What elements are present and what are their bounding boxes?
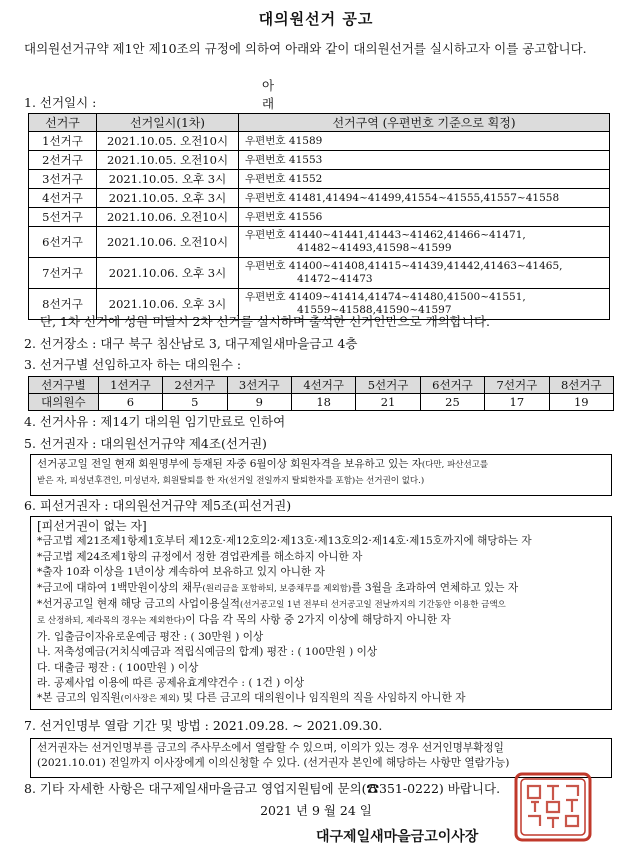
table-header-row	[29, 114, 610, 132]
datetime-cell: 2021.10.06. 오후 3시	[97, 289, 239, 320]
election-schedule-table	[28, 113, 610, 320]
area-cell	[239, 227, 610, 258]
district-cell: 3선거구	[29, 170, 97, 189]
district-header: 6선거구	[420, 377, 484, 394]
area-line: 우편번호 41400~41408,41415~41439,41442,41463~41465,	[245, 260, 563, 272]
eligibility-line	[37, 473, 605, 489]
ineligibility-line: *금고법 제21조제1항제1호부터 제12호·제12호의2·제13호·제13호의2·제14호·제15호까지에 해당하는 자	[37, 535, 532, 548]
area-line: 41472~41473	[297, 273, 373, 285]
column-header: 선거일시(1차)	[97, 114, 239, 132]
ineligibility-text: 및 다른 금고의 대의원이나 임직원의 직을 사임하지 아니한 자	[179, 692, 466, 705]
area-cell: 우편번호 41553	[239, 151, 610, 170]
count-cell: 17	[485, 394, 549, 411]
district-header: 8선거구	[549, 377, 613, 394]
column-header: 선거구역 (우편번호 기준으로 획정)	[239, 114, 610, 132]
eligibility-note: (선거일 전일까지 탈퇴한자를 포함)	[225, 476, 356, 486]
area-line: 41482~41493,41598~41599	[297, 242, 452, 254]
ineligibility-line	[37, 581, 605, 597]
column-header: 선거구	[29, 114, 97, 132]
datetime-cell: 2021.10.05. 오후 3시	[97, 189, 239, 208]
district-cell: 4선거구	[29, 189, 97, 208]
area-cell: 우편번호 41556	[239, 208, 610, 227]
ineligibility-text: 를 3월을 초과하여 연체하고 있는 자	[351, 581, 519, 594]
area-cell: 우편번호 41552	[239, 170, 610, 189]
count-cell: 18	[291, 394, 355, 411]
datetime-cell: 2021.10.05. 오전10시	[97, 151, 239, 170]
section-3-heading: 3. 선거구별 선임하고자 하는 대의원수 :	[24, 357, 242, 372]
ineligibility-line: *출자 10좌 이상을 1년이상 계속하여 보유하고 있지 아니한 자	[37, 566, 325, 579]
district-header: 4선거구	[291, 377, 355, 394]
issuer-name: 대구제일새마을금고이사장	[316, 829, 479, 845]
ineligibility-line: 나. 저축성예금(거치식예금과 적립식예금의 합계) 평잔 : ( 100만원 ) 이상	[37, 646, 378, 659]
district-header: 1선거구	[98, 377, 162, 394]
table-row	[29, 394, 614, 411]
count-cell: 21	[356, 394, 420, 411]
row-label: 대의원수	[29, 394, 99, 411]
district-cell: 5선거구	[29, 208, 97, 227]
ineligibility-note: (선거공고일 1년 전부터 선거공고일 전날까지의 기간동안 이용한 금액으	[239, 600, 506, 611]
district-header: 2선거구	[163, 377, 227, 394]
eligibility-text: 선거공고일 전일 현재 회원명부에 등재된 자중 6월이상 회원자격을 보유하고 있는 자	[37, 458, 422, 470]
district-header: 7선거구	[485, 377, 549, 394]
district-cell: 1선거구	[29, 132, 97, 151]
table-row	[29, 227, 610, 258]
eligibility-note: 는 선거권이 없다.)	[355, 476, 425, 486]
ineligibility-text: *선거공고일 현재 해당 금고의 사업이용실적	[37, 598, 240, 611]
eligibility-note: 받은 자, 피성년후견인, 미성년자, 회원탈퇴를 한 자	[37, 476, 226, 486]
district-cell: 8선거구	[29, 289, 97, 320]
ineligibility-text: *본 금고의 임직원	[37, 692, 121, 705]
count-cell: 25	[420, 394, 484, 411]
delegate-count-table	[28, 376, 614, 411]
roster-line: 선거권자는 선거인명부를 금고의 주사무소에서 열람할 수 있으며, 이의가 있는 경우 선거인명부확정일	[37, 742, 504, 754]
ineligibility-note: (이사장은 제외)	[120, 694, 180, 705]
table-row	[29, 132, 610, 151]
ineligibility-line	[37, 691, 605, 707]
datetime-cell: 2021.10.06. 오전10시	[97, 208, 239, 227]
datetime-cell: 2021.10.05. 오후 3시	[97, 170, 239, 189]
section-6-heading: 6. 피선거권자 : 대의원선거규약 제5조(피선거권)	[24, 498, 292, 513]
district-header: 5선거구	[356, 377, 420, 394]
ineligibility-line: 라. 공제사업 이용에 따른 공제유효계약건수 : ( 1건 ) 이상	[37, 677, 305, 690]
area-cell	[239, 258, 610, 289]
area-line: 41559~41588,41590~41597	[297, 304, 452, 316]
table-header-row	[29, 377, 614, 394]
intro-text: 대의원선거규약 제1안 제10조의 규정에 의하여 아래와 같이 대의원선거를 실시하고자 이를 공고합니다.	[24, 41, 587, 56]
page-title: 대의원선거 공고	[258, 10, 374, 28]
datetime-cell: 2021.10.06. 오후 3시	[97, 258, 239, 289]
section-1-note: 단, 1차 선거에 성원 미달시 2차 선거를 실시하며 출석한 선거인만으로 개의합니다.	[40, 314, 490, 329]
eligibility-line	[37, 457, 605, 473]
count-cell: 6	[98, 394, 162, 411]
count-cell: 9	[227, 394, 291, 411]
table-row	[29, 151, 610, 170]
count-cell: 5	[163, 394, 227, 411]
table-row	[29, 189, 610, 208]
ineligibility-line	[37, 613, 605, 629]
ineligibility-line: *금고법 제24조제1항의 규정에서 정한 겸업관계를 해소하지 아니한 자	[37, 550, 363, 563]
table-row	[29, 258, 610, 289]
datetime-cell: 2021.10.06. 오전10시	[97, 227, 239, 258]
ineligibility-line: 다. 대출금 평잔 : ( 100만원 ) 이상	[37, 661, 199, 674]
section-4-text: 4. 선거사유 : 제14기 대의원 임기만료로 인하여	[24, 414, 286, 429]
district-cell: 7선거구	[29, 258, 97, 289]
box-title: [피선거권이 없는 자]	[37, 519, 147, 533]
row-label: 선거구별	[29, 377, 99, 394]
ineligibility-text: *금고에 대하여 1백만원이상의 채무	[37, 581, 203, 594]
section-5-heading: 5. 선거권자 : 대의원선거규약 제4조(선거권)	[24, 436, 267, 451]
section-7-heading: 7. 선거인명부 열람 기간 및 방법 : 2021.09.28. ~ 2021.09.30.	[24, 718, 383, 733]
area-cell: 우편번호 41481,41494~41499,41554~41555,41557~41558	[239, 189, 610, 208]
table-row	[29, 170, 610, 189]
eligibility-note: (다만, 파산선고를	[421, 460, 489, 470]
ineligibility-box	[30, 516, 612, 710]
section-8-text: 8. 기타 자세한 사항은 대구제일새마을금고 영업지원팀에 문의(☎351-0222) 바랍니다.	[24, 781, 501, 796]
section-label-below: 아 래	[262, 78, 315, 111]
issue-date: 2021 년 9 월 24 일	[260, 803, 372, 818]
ineligibility-note: 로 산정하되, 제라목의 경우는 제외한다)	[37, 616, 186, 627]
area-line: 우편번호 41409~41414,41474~41480,41500~41551,	[245, 291, 526, 303]
section-1-heading: 1. 선거일시 :	[24, 95, 97, 110]
ineligibility-line	[37, 597, 605, 613]
roster-line: (2021.10.01) 전일까지 이사장에게 이의신청할 수 있다. (선거권자 본인에 해당하는 사항만 열람가능)	[37, 757, 510, 769]
datetime-cell: 2021.10.05. 오전10시	[97, 132, 239, 151]
area-cell: 우편번호 41589	[239, 132, 610, 151]
area-line: 우편번호 41440~41441,41443~41462,41466~41471,	[245, 229, 526, 241]
section-2-text: 2. 선거장소 : 대구 북구 침산남로 3, 대구제일새마을금고 4층	[24, 336, 358, 351]
district-cell: 6선거구	[29, 227, 97, 258]
ineligibility-note: (원리금을 포함하되, 보증채무를 제외함)	[202, 583, 352, 594]
district-header: 3선거구	[227, 377, 291, 394]
ineligibility-text: 이 다음 각 목의 사항 중 2가지 이상에 해당하지 아니한 자	[185, 614, 451, 627]
ineligibility-line: 가. 입출금이자유로운예금 평잔 : ( 30만원 ) 이상	[37, 630, 264, 643]
voter-eligibility-box	[30, 454, 612, 496]
district-cell: 2선거구	[29, 151, 97, 170]
count-cell: 19	[549, 394, 613, 411]
table-row	[29, 208, 610, 227]
